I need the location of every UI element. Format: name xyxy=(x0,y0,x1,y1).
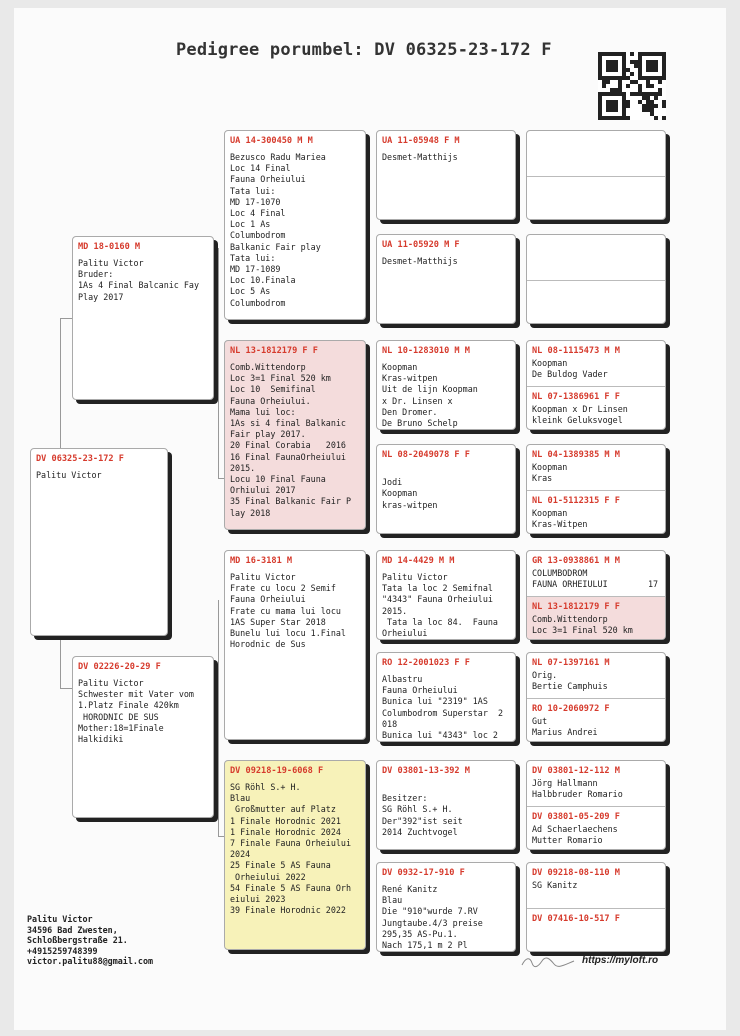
ring-number: NL 01-5112315 F F xyxy=(532,496,620,506)
ring-number: DV 09218-19-6068 F xyxy=(230,766,324,776)
pigeon-info: SG Röhl S.+ H. Blau Großmutter auf Platz 1 Finale Horodnic 2021 1 Finale Horodnic 2024 7 Finale Fauna Orheiului 2024 25 Finale 5 AS Fauna Orheiului 2022 54 Finale 5 AS Fauna Orh eiului 2023 39 Finale Horodnic 2022 xyxy=(230,782,352,916)
gen3-card[interactable] xyxy=(376,234,516,324)
qr-module xyxy=(654,104,658,108)
qr-module xyxy=(614,68,618,72)
qr-module xyxy=(662,76,666,80)
father-card[interactable] xyxy=(72,236,214,400)
ring-number: NL 07-1386961 F F xyxy=(532,392,620,402)
pigeon-info: Koopman Kras-Witpen xyxy=(532,508,588,530)
qr-module xyxy=(654,96,658,100)
ring-number: DV 0932-17-910 F xyxy=(382,868,465,878)
pigeon-info: Desmet-Matthijs xyxy=(382,152,458,162)
ring-number: DV 06325-23-172 F xyxy=(36,454,124,464)
qr-module xyxy=(662,104,666,108)
qr-module xyxy=(626,116,630,120)
ring-number: RO 10-2060972 F xyxy=(532,704,610,714)
ring-number: GR 13-0938861 M M xyxy=(532,556,620,566)
ring-number: DV 02226-20-29 F xyxy=(78,662,161,672)
connector-line xyxy=(218,248,219,478)
gen3-card[interactable] xyxy=(376,444,516,534)
qr-module xyxy=(614,108,618,112)
qr-module xyxy=(662,116,666,120)
qr-code-icon xyxy=(598,52,666,120)
subject-pigeon-card[interactable] xyxy=(30,448,168,636)
ring-number: NL 08-1115473 M M xyxy=(532,346,620,356)
grandfather-maternal-card[interactable] xyxy=(224,550,366,740)
pigeon-info: Orig. Bertie Camphuis xyxy=(532,670,608,692)
gen4-card[interactable] xyxy=(526,234,666,324)
pigeon-info: Jodi Koopman kras-witpen xyxy=(382,477,438,510)
ring-number: DV 03801-05-209 F xyxy=(532,812,620,822)
qr-module xyxy=(654,68,658,72)
qr-module xyxy=(630,72,634,76)
pigeon-info: Koopman Kras-witpen Uit de lijn Koopman x Dr. Linsen x Den Dromer. De Bruno Schelp xyxy=(382,362,478,429)
gen4-card[interactable] xyxy=(526,340,666,430)
page-title: Pedigree porumbel: DV 06325-23-172 F xyxy=(176,40,552,60)
pigeon-info: Bezusco Radu Mariea Loc 14 Final Fauna Orheiului Tata lui: MD 17-1070 Loc 4 Final Loc 1 As Columbodrom Balkanic Fair play Tata lui: MD 17-1089 Loc 10.Finala Loc 5 As Columbodrom xyxy=(230,152,326,308)
qr-module xyxy=(626,84,630,88)
grandfather-paternal-card[interactable] xyxy=(224,130,366,320)
gen3-card[interactable] xyxy=(376,340,516,430)
pigeon-info: Palitu Victor xyxy=(36,470,102,480)
qr-module xyxy=(606,80,610,84)
connector-line xyxy=(60,688,72,689)
ring-number: DV 07416-10-517 F xyxy=(532,914,620,924)
gen4-card[interactable] xyxy=(526,550,666,640)
gen4-card[interactable] xyxy=(526,444,666,534)
pigeon-info: Comb.Wittendorp Loc 3=1 Final 520 km xyxy=(532,614,633,636)
breeder-address: Palitu Victor 34596 Bad Zwesten, Schloßbergstraße 21. +4915259748399 victor.palitu88@gmail.com xyxy=(27,914,154,966)
grandmother-paternal-card[interactable] xyxy=(224,340,366,530)
pigeon-info: Palitu Victor Frate cu locu 2 Semif Fauna Orheiului Frate cu mama lui locu 1AS Super Star 2018 Bunelu lui locu 1.Final Horodnic de Sus xyxy=(230,572,346,650)
ring-number: DV 09218-08-110 M xyxy=(532,868,620,878)
pigeon-info: Jörg Hallmann Halbbruder Romario xyxy=(532,778,623,800)
pigeon-info: Comb.Wittendorp Loc 3=1 Final 520 km Loc 10 Semifinal Fauna Orheiului. Mama lui loc: 1As si 4 final Balkanic Fair play 2017. 20 Final Corabia 2016 16 Final FaunaOrheiului 2015. Locu 10 Final Fauna Orhiului 2017 35 Final Balkanic Fair P lay 2018 xyxy=(230,362,352,518)
ring-number: DV 03801-13-392 M xyxy=(382,766,470,776)
pigeon-info: Koopman x Dr Linsen kleink Geluksvogel xyxy=(532,404,628,426)
pigeon-info: Desmet-Matthijs xyxy=(382,256,458,266)
gen3-card[interactable] xyxy=(376,130,516,220)
ring-number: MD 18-0160 M xyxy=(78,242,141,252)
pigeon-info: COLUMBODROM FAUNA ORHEIULUI 17 xyxy=(532,568,659,590)
qr-module xyxy=(626,104,630,108)
connector-line xyxy=(60,318,72,319)
pigeon-info: Gut Marius Andrei xyxy=(532,716,598,738)
gen4-card[interactable] xyxy=(526,862,666,952)
ring-number: NL 08-2049078 F F xyxy=(382,450,470,460)
ring-number: NL 10-1283010 M M xyxy=(382,346,470,356)
pigeon-info: Ad Schaerlaechens Mutter Romario xyxy=(532,824,618,846)
qr-module xyxy=(658,92,662,96)
pigeon-info: Palitu Victor Bruder: 1As 4 Final Balcanic Fay Play 2017 xyxy=(78,258,200,302)
ring-number: UA 14-300450 M M xyxy=(230,136,313,146)
pigeon-info: Albastru Fauna Orheiului Bunica lui "2319" 1AS Columbodrom Superstar 2 018 Bunica lui "4343" loc 2 xyxy=(382,674,504,741)
grandmother-maternal-card[interactable] xyxy=(224,760,366,950)
ring-number: NL 07-1397161 M xyxy=(532,658,610,668)
ring-number: UA 11-05948 F M xyxy=(382,136,460,146)
qr-module xyxy=(658,80,662,84)
pigeon-info: Palitu Victor Schwester mit Vater vom 1.Platz Finale 420km HORODNIC DE SUS Mother:18=1Finale Halkidiki xyxy=(78,678,194,745)
qr-module xyxy=(630,52,634,56)
ring-number: NL 13-1812179 F F xyxy=(532,602,620,612)
qr-module xyxy=(650,84,654,88)
ring-number: NL 04-1389385 M M xyxy=(532,450,620,460)
gen4-card[interactable] xyxy=(526,652,666,742)
gen3-card[interactable] xyxy=(376,760,516,850)
gen4-card[interactable] xyxy=(526,130,666,220)
mother-card[interactable] xyxy=(72,656,214,818)
pigeon-info: Besitzer: SG Röhl S.+ H. Der"392"ist seit 2014 Zuchtvogel xyxy=(382,793,463,837)
signature-icon xyxy=(520,955,576,969)
connector-line xyxy=(218,600,219,836)
website-link[interactable]: https://myloft.ro xyxy=(582,955,659,966)
pigeon-info: Koopman Kras xyxy=(532,462,568,484)
ring-number: NL 13-1812179 F F xyxy=(230,346,318,356)
pigeon-info: Palitu Victor Tata la loc 2 Semifnal "4343" Fauna Orheiului 2015. Tata la loc 84. Fauna Orheiului xyxy=(382,572,498,639)
ring-number: MD 16-3181 M xyxy=(230,556,293,566)
ring-number: DV 03801-12-112 M xyxy=(532,766,620,776)
gen3-card[interactable] xyxy=(376,652,516,742)
pigeon-info: Koopman De Buldog Vader xyxy=(532,358,608,380)
qr-module xyxy=(602,84,606,88)
gen4-card[interactable] xyxy=(526,760,666,850)
ring-number: UA 11-05920 M F xyxy=(382,240,460,250)
pigeon-info: René Kanitz Blau Die "910"wurde 7.RV Jungtaube.4/3 preise 295,35 AS-Pu.1. Nach 175,1 m 2 Pl xyxy=(382,884,483,951)
gen3-card[interactable] xyxy=(376,862,516,952)
ring-number: RO 12-2001023 F F xyxy=(382,658,470,668)
pigeon-info: SG Kanitz xyxy=(532,880,578,890)
ring-number: MD 14-4429 M M xyxy=(382,556,455,566)
qr-module xyxy=(654,116,658,120)
gen3-card[interactable] xyxy=(376,550,516,640)
